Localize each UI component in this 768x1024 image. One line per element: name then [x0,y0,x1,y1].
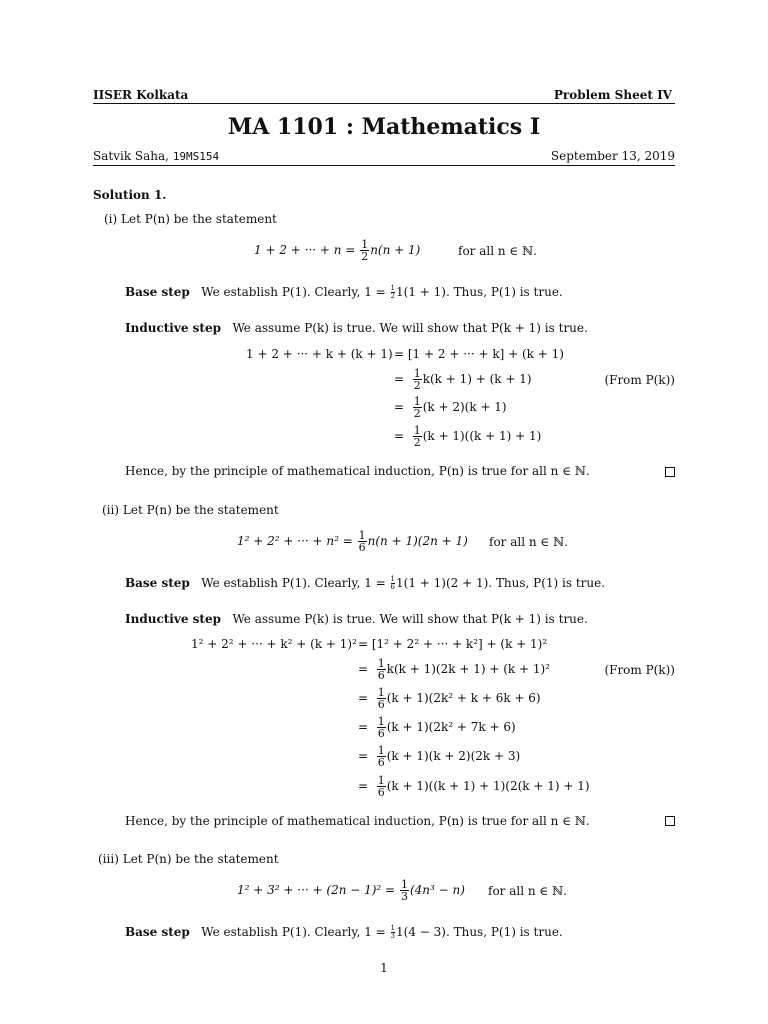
sheet-label: Problem Sheet IV [553,88,672,102]
header-rule-top [93,103,675,104]
institution-name: IISER Kolkata [93,88,189,102]
inductive-step-label: Inductive step [125,321,221,335]
part-ii-from-pk-note: (From P(k)) [604,663,675,677]
part-i-derivation-line-3: = $\frac{1}{2}$ (k + 2)(k + 1) [394,395,507,420]
part-ii-label: (ii) [102,503,120,517]
qed-square-icon [665,816,675,826]
part-ii-derivation-line-6: = $\frac{1}{6}$ (k + 1)((k + 1) + 1)(2(k + 1) + 1) [358,774,590,799]
part-iii-intro [98,852,279,866]
part-iii-base-step: Base step We establish P(1). Clearly, 1 = $\frac{1}{3}$ 1(4 − 3). Thus, P(1) is true. [125,924,563,940]
part-i-statement [254,238,420,262]
inductive-step-text: We assume P(k) is true. We will show that P(k + 1) is true. [232,321,588,335]
part-ii-derivation-line-4: = $\frac{1}{6}$ (k + 1)(2k² + 7k + 6) [358,715,516,740]
part-iii-statement: 1² + 3² + ··· + (2n − 1)² = $\frac{1}{3}$ (4n³ − n) [237,878,465,903]
date: September 13, 2019 [550,149,675,163]
part-i-label: (i) [104,212,118,226]
part-ii-derivation-line-5: = $\frac{1}{6}$ (k + 1)(k + 2)(2k + 3) [358,744,521,769]
part-i-derivation-line-4: = $\frac{1}{2}$ (k + 1)((k + 1) + 1) [394,424,542,449]
part-i-from-pk-note: (From P(k)) [604,373,675,387]
part-iii-label: (iii) [98,852,119,866]
part-ii-derivation-line-2: = $\frac{1}{6}$ k(k + 1)(2k + 1) + (k + 1)² [358,657,550,682]
fraction: $\frac{1}{2}$ [361,238,369,263]
part-i-derivation-lhs: 1 + 2 + ··· + k + (k + 1) [246,347,393,361]
base-step-text: We establish P(1). Clearly, 1 = [201,285,386,299]
part-ii-conclusion: Hence, by the principle of mathematical induction, P(n) is true for all n ∈ ℕ. [125,814,590,828]
part-ii-forall: for all n ∈ ℕ. [489,535,568,549]
part-i-derivation-line-2: = $\frac{1}{2}$ k(k + 1) + (k + 1) [394,367,532,392]
statement-lhs: 1 + 2 + ··· + n = [254,243,356,257]
part-ii-derivation-line-1: = [1² + 2² + ··· + k²] + (k + 1)² [358,637,548,651]
part-i-base-step: Base step We establish P(1). Clearly, 1 = $\frac{1}{2}$ 1(1 + 1). Thus, P(1) is true. [125,284,563,300]
roll-number: 19MS154 [172,150,220,163]
part-i-conclusion: Hence, by the principle of mathematical induction, P(n) is true for all n ∈ ℕ. [125,464,590,478]
part-i-forall: for all n ∈ ℕ. [458,244,537,258]
part-iii-intro-text: Let P(n) be the statement [122,852,279,866]
part-i-intro [104,212,277,226]
qed-square-icon [665,467,675,477]
part-ii-intro [102,503,279,517]
part-ii-base-step: Base step We establish P(1). Clearly, 1 = $\frac{1}{6}$ 1(1 + 1)(2 + 1). Thus, P(1) is true. [125,575,606,591]
part-ii-statement: 1² + 2² + ··· + n² = $\frac{1}{6}$ n(n + 1)(2n + 1) [237,529,468,554]
base-step-label: Base step [125,285,190,299]
course-title: MA 1101 : Mathematics I [227,114,541,140]
author-line [93,149,219,164]
part-iii-forall: for all n ∈ ℕ. [488,884,567,898]
base-step-text-end: 1(1 + 1). Thus, P(1) is true. [396,285,563,299]
part-i-intro-text: Let P(n) be the statement [121,212,277,226]
part-ii-intro-text: Let P(n) be the statement [122,503,279,517]
page-number: 1 [380,961,388,975]
author-name: Satvik Saha, [93,149,169,163]
part-i-derivation-line-1: = [1 + 2 + ··· + k] + (k + 1) [394,347,564,361]
part-ii-derivation-line-3: = $\frac{1}{6}$ (k + 1)(2k² + k + 6k + 6) [358,686,541,711]
header-rule-bottom [93,165,675,166]
part-ii-inductive-step: Inductive step We assume P(k) is true. We will show that P(k + 1) is true. [125,612,588,626]
part-ii-derivation-lhs: 1² + 2² + ··· + k² + (k + 1)² [191,637,357,651]
part-i-inductive-step [125,321,588,335]
solution-heading: Solution 1. [93,188,167,202]
statement-rhs: n(n + 1) [370,243,421,257]
